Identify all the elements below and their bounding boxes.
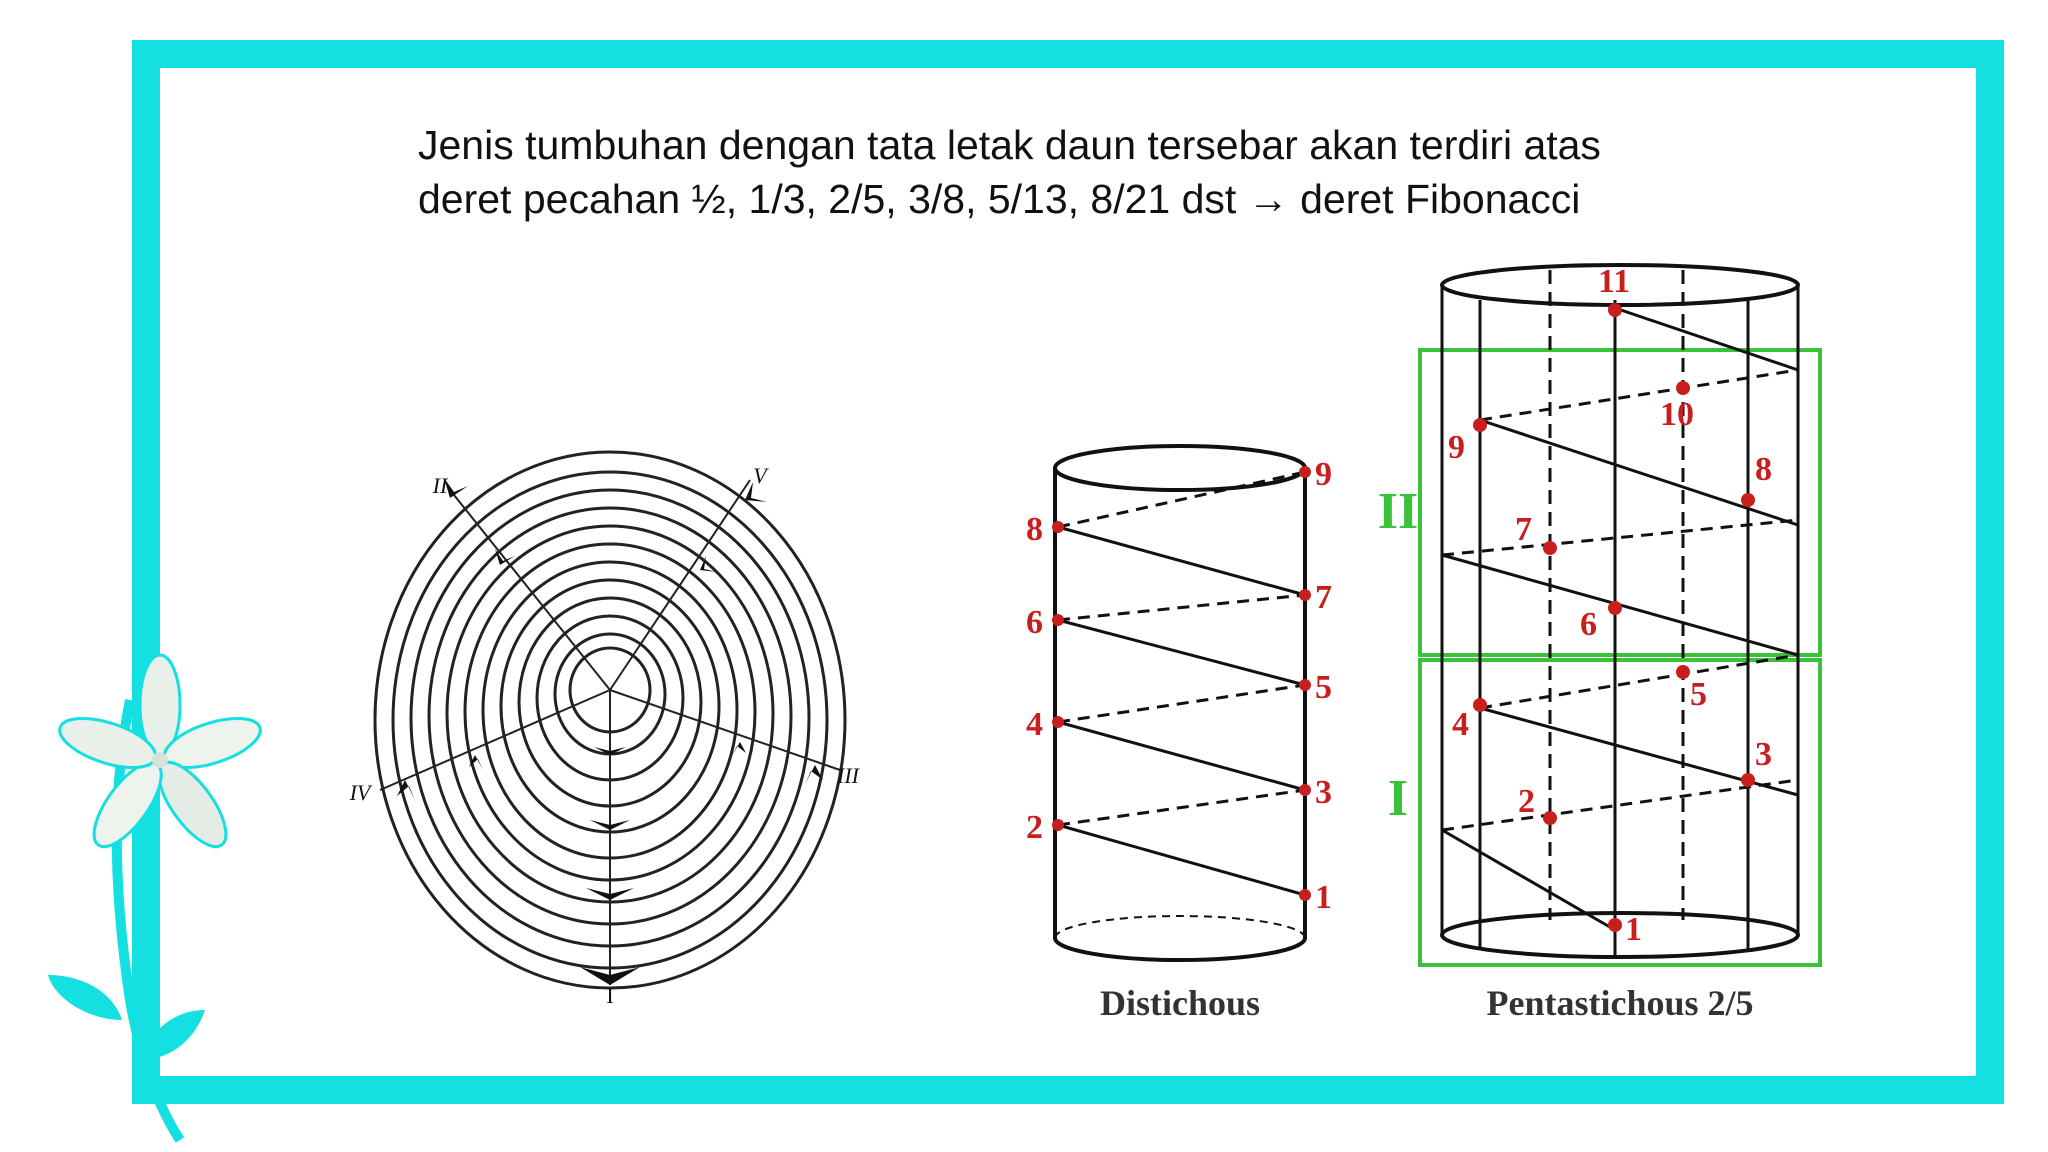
pentastichous-node-11: 11 — [1598, 263, 1631, 300]
flower-icon — [54, 655, 266, 857]
distichous-node-5: 5 — [1315, 669, 1332, 706]
distichous-node-4: 4 — [1026, 706, 1043, 743]
distichous-node-2: 2 — [1026, 809, 1043, 846]
distichous-node-6: 6 — [1026, 604, 1043, 641]
pentastichous-node-4: 4 — [1452, 706, 1469, 743]
pentastichous-node-9: 9 — [1448, 429, 1465, 466]
heading-line-1: Jenis tumbuhan dengan tata letak daun tersebar akan terdiri atas — [418, 122, 1601, 168]
heading-line-2: deret pecahan ½, 1/3, 2/5, 3/8, 5/13, 8/21 dst → deret Fibonacci — [418, 176, 1581, 222]
pentastichous-node-5: 5 — [1690, 676, 1707, 713]
pentastichous-node-8: 8 — [1755, 451, 1772, 488]
pentastichous-diagram — [1378, 263, 1820, 1023]
pentastichous-node-6: 6 — [1580, 606, 1597, 643]
distichous-node-8: 8 — [1026, 511, 1043, 548]
distichous-node-3: 3 — [1315, 774, 1332, 811]
pentastichous-node-7: 7 — [1515, 511, 1532, 548]
leaf-right-icon — [140, 1010, 205, 1060]
orthostichy-label-1: I — [606, 983, 614, 1008]
distichous-node-7: 7 — [1315, 579, 1332, 616]
distichous-diagram — [1026, 446, 1332, 1023]
orthostichy-label-3: III — [837, 763, 859, 788]
orthostichy-label-2: II — [432, 473, 448, 498]
pentastichous-node-10: 10 — [1660, 396, 1694, 433]
pentastichous-caption: Pentastichous 2/5 — [1486, 983, 1754, 1023]
cycle-label-1: I — [1387, 770, 1409, 827]
pentastichous-node-1: 1 — [1625, 911, 1642, 948]
orthostichy-label-5: V — [753, 463, 767, 488]
leaf-left-icon — [48, 975, 122, 1020]
distichous-node-1: 1 — [1315, 879, 1332, 916]
orthostichy-label-4: IV — [349, 780, 371, 805]
distichous-caption: Distichous — [1099, 983, 1261, 1023]
cycle-label-2: II — [1377, 483, 1419, 540]
pentastichous-node-2: 2 — [1518, 783, 1535, 820]
pentastichous-node-3: 3 — [1755, 736, 1772, 773]
distichous-node-9: 9 — [1315, 456, 1332, 493]
spiral-phyllotaxis-diagram — [349, 452, 861, 1008]
flower-decoration — [48, 655, 266, 1140]
